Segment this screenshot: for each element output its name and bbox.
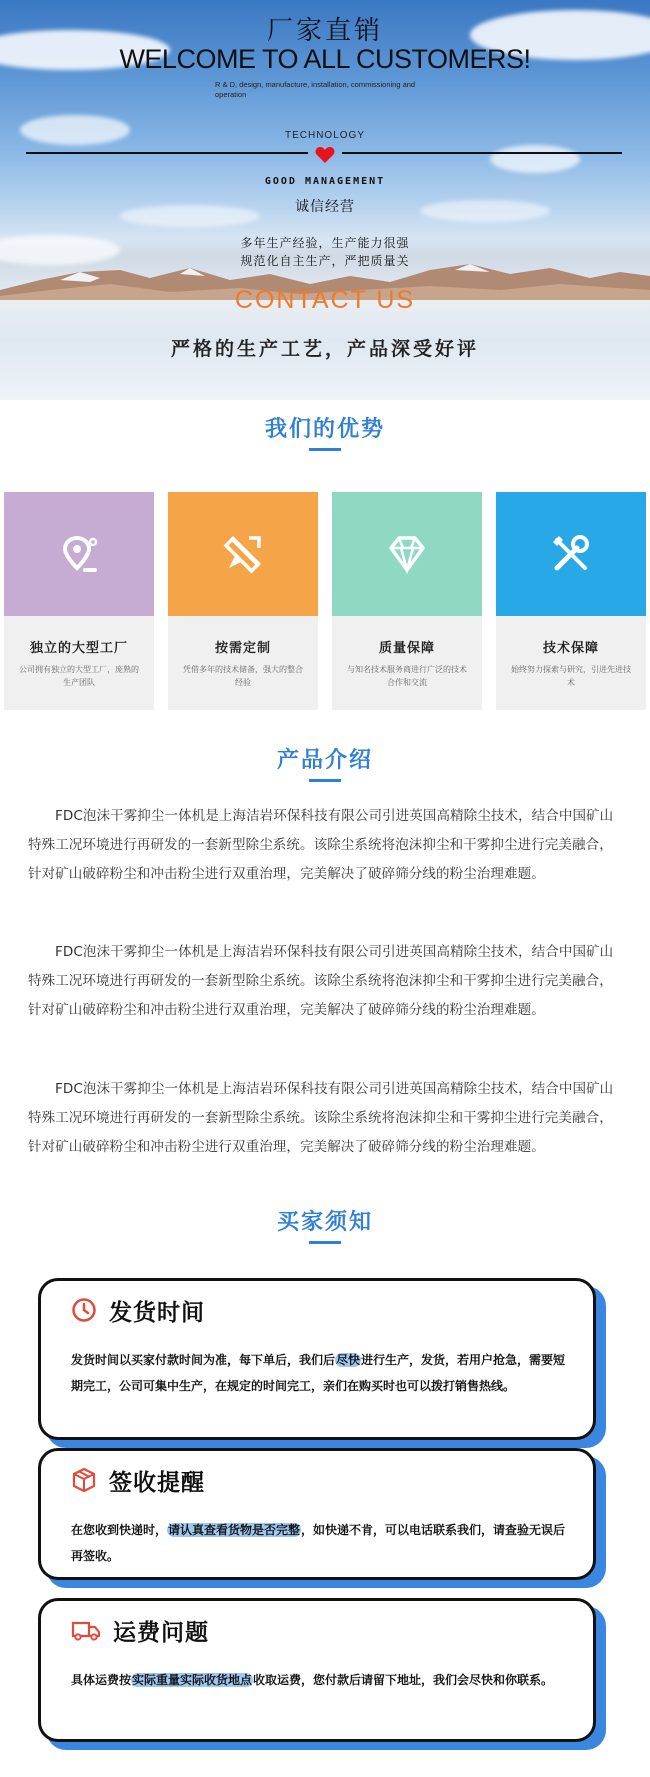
text-part: 在您收到快递时， bbox=[71, 1523, 168, 1537]
card-icon-panel bbox=[496, 492, 646, 616]
technology-label: TECHNOLOGY bbox=[284, 130, 365, 141]
package-icon bbox=[71, 1467, 97, 1493]
notice-box-freight bbox=[38, 1598, 596, 1742]
product-paragraph: FDC泡沫干雾抑尘一体机是上海洁岩环保科技有限公司引进英国高精除尘技术，结合中国矿山特殊工况环境进行再研发的一套新型除尘系统。该除尘系统将泡沫抑尘和干雾抑尘进行完美融合，针对矿山破碎粉尘和冲击粉尘进行双重治理，完美解决了破碎筛分线的粉尘治理难题。 bbox=[28, 1081, 614, 1155]
hero-title-en: WELCOME TO ALL CUSTOMERS! bbox=[119, 44, 531, 74]
card-description: 凭借多年的技术储备，强大的整合经验 bbox=[183, 665, 303, 687]
products-title: 产品介绍 bbox=[276, 748, 373, 773]
notice-header bbox=[71, 1465, 205, 1495]
hero-subtitle-en: R & D, design, manufacture, installation, commissioning and operation bbox=[215, 80, 416, 99]
divider-line bbox=[342, 152, 622, 154]
text-part: 具体运费按 bbox=[71, 1673, 132, 1687]
advantage-card-custom[interactable] bbox=[168, 492, 318, 710]
hero-title-zh: 厂家直销 bbox=[266, 16, 383, 46]
advantages-title: 我们的优势 bbox=[264, 417, 385, 442]
quality-tagline: 严格的生产工艺，产品深受好评 bbox=[170, 338, 479, 360]
tools-icon bbox=[547, 530, 595, 578]
notice-heading: 签收提醒 bbox=[109, 1469, 205, 1496]
pencil-ruler-icon bbox=[219, 530, 267, 578]
card-title: 技术保障 bbox=[542, 641, 599, 656]
notice-text bbox=[71, 1517, 571, 1569]
divider-line bbox=[26, 152, 308, 154]
card-icon-panel bbox=[168, 492, 318, 616]
card-description: 始终努力探索与研究，引进先进技术 bbox=[511, 665, 631, 687]
title-underline bbox=[309, 1241, 341, 1244]
card-icon-panel bbox=[4, 492, 154, 616]
text-part: ，如快递不肯，可以电话联系我们，请查验无误后再签收。 bbox=[71, 1523, 566, 1563]
cloud bbox=[490, 145, 580, 173]
diamond-icon bbox=[383, 530, 431, 578]
card-title: 按需定制 bbox=[214, 641, 271, 656]
slogan-line-1: 多年生产经验，生产能力很强 bbox=[240, 236, 410, 250]
notice-header bbox=[71, 1295, 205, 1325]
truck-icon bbox=[71, 1617, 101, 1643]
card-icon-panel bbox=[332, 492, 482, 616]
integrity-label: 诚信经营 bbox=[295, 199, 355, 215]
text-part: 进行生产，发货，若用户抢急，需要短期完工，公司可集中生产，在规定的时间完工，亲们在购买时也可以拨打销售热线。 bbox=[71, 1353, 566, 1393]
notice-text bbox=[71, 1347, 571, 1399]
heart-icon bbox=[315, 146, 335, 164]
highlight-text: 实际重量实际收货地点 bbox=[132, 1673, 253, 1687]
clock-icon bbox=[71, 1297, 97, 1323]
notice-title: 买家须知 bbox=[276, 1210, 373, 1235]
good-management-label: GOOD MANAGEMENT bbox=[264, 176, 386, 187]
notice-text bbox=[71, 1667, 571, 1693]
highlight-text: 请认真查看货物是否完整 bbox=[168, 1523, 301, 1537]
highlight-text: 尽快 bbox=[336, 1353, 361, 1367]
slogan-line-2: 规范化自主生产，严把质量关 bbox=[240, 254, 410, 268]
text-part: 发货时间以买家付款时间为准，每下单后，我们后 bbox=[71, 1353, 336, 1367]
map-location-icon bbox=[55, 530, 103, 578]
advantage-card-quality[interactable] bbox=[332, 492, 482, 710]
card-description: 公司拥有独立的大型工厂，庞熟的生产团队 bbox=[19, 665, 139, 687]
notice-box-receipt bbox=[38, 1448, 596, 1580]
text-part: 收取运费，您付款后请留下地址，我们会尽快和你联系。 bbox=[253, 1673, 554, 1687]
notice-heading: 发货时间 bbox=[109, 1299, 205, 1326]
product-paragraph: FDC泡沫干雾抑尘一体机是上海洁岩环保科技有限公司引进英国高精除尘技术，结合中国矿山特殊工况环境进行再研发的一套新型除尘系统。该除尘系统将泡沫抑尘和干雾抑尘进行完美融合，针对矿山破碎粉尘和冲击粉尘进行双重治理，完美解决了破碎筛分线的粉尘治理难题。 bbox=[28, 944, 614, 1018]
card-description: 与知名技术服务商进行广泛的技术合作和交流 bbox=[347, 665, 467, 687]
advantage-card-tech[interactable] bbox=[496, 492, 646, 710]
contact-us-link[interactable]: CONTACT US bbox=[234, 286, 416, 314]
product-paragraph: FDC泡沫干雾抑尘一体机是上海洁岩环保科技有限公司引进英国高精除尘技术，结合中国矿山特殊工况环境进行再研发的一套新型除尘系统。该除尘系统将泡沫抑尘和干雾抑尘进行完美融合，针对矿山破碎粉尘和冲击粉尘进行双重治理，完美解决了破碎筛分线的粉尘治理难题。 bbox=[28, 808, 614, 882]
notice-box-shipping bbox=[38, 1278, 596, 1440]
notice-header bbox=[71, 1615, 209, 1645]
hero-banner bbox=[0, 0, 650, 400]
advantage-card-factory[interactable] bbox=[4, 492, 154, 710]
title-underline bbox=[309, 779, 341, 782]
title-underline bbox=[309, 448, 341, 451]
card-title: 独立的大型工厂 bbox=[29, 641, 128, 656]
notice-heading: 运费问题 bbox=[113, 1619, 209, 1646]
card-title: 质量保障 bbox=[378, 641, 435, 656]
